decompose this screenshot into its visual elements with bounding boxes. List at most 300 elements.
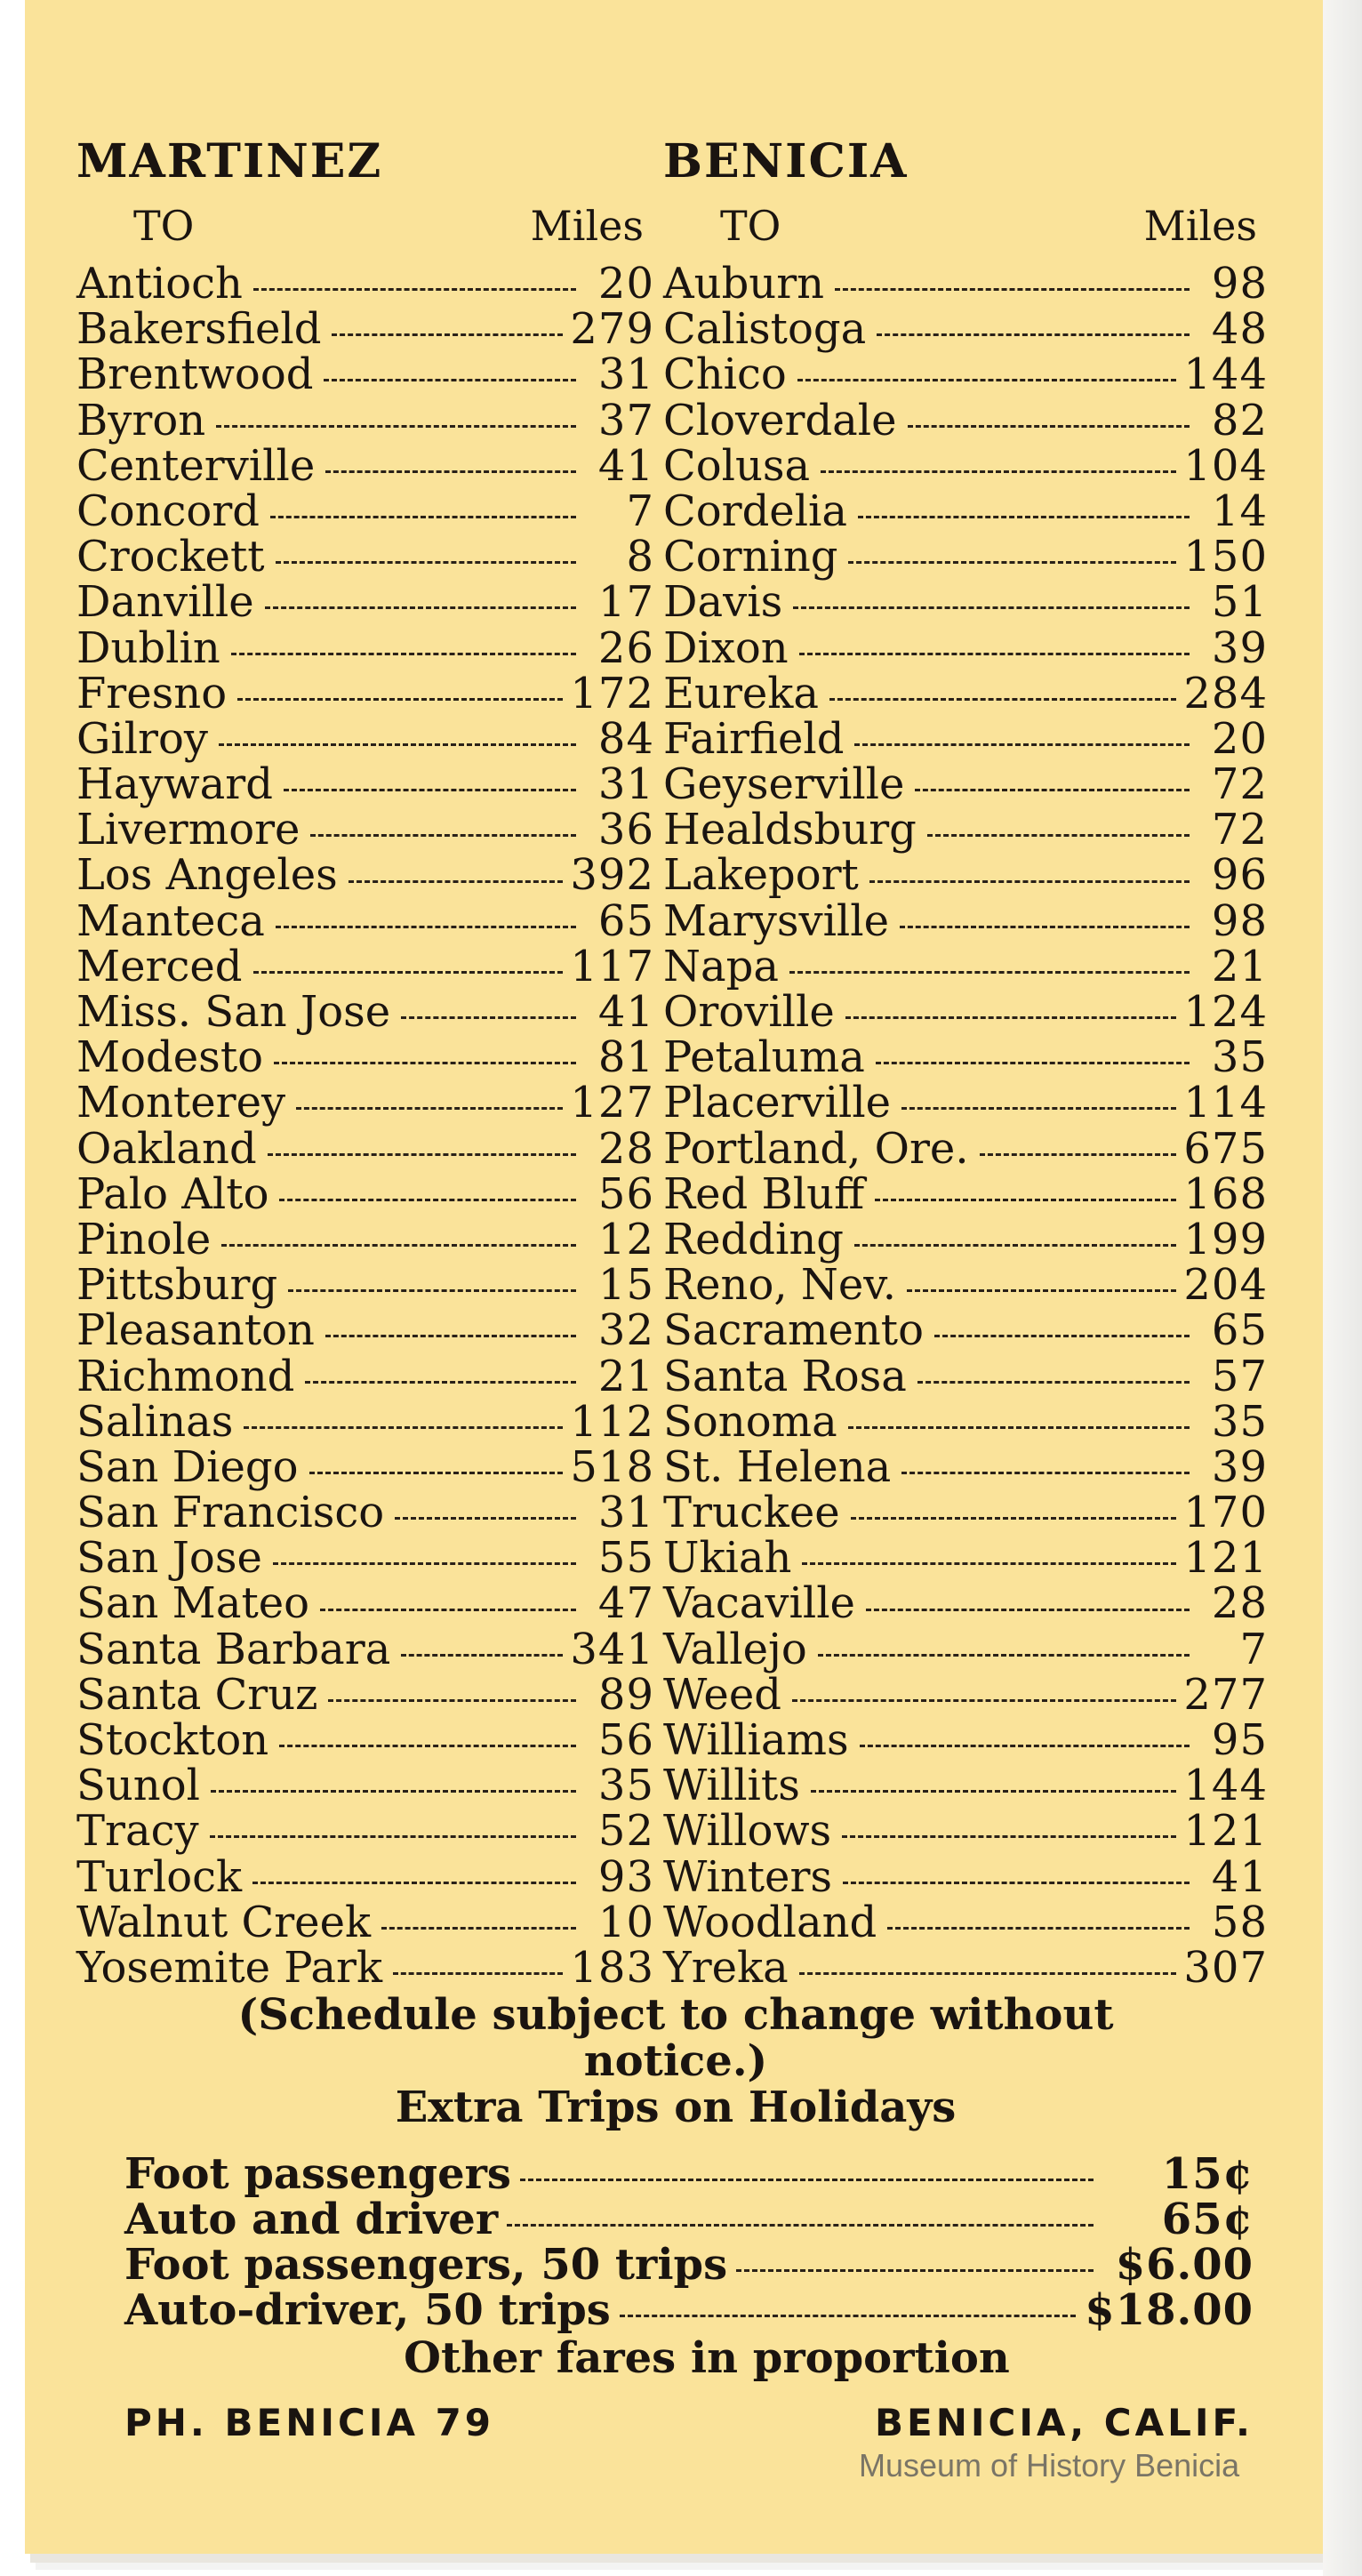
destination-name: Modesto — [76, 1032, 263, 1083]
route-row — [76, 486, 654, 536]
leader-dashes — [915, 789, 1190, 791]
route-row — [663, 486, 1268, 536]
miles-value: 41 — [597, 987, 654, 1037]
miles-value: 95 — [1211, 1715, 1268, 1765]
route-row — [663, 1032, 1268, 1083]
destination-name: San Francisco — [76, 1488, 385, 1538]
destination-name: Portland, Ore. — [663, 1123, 969, 1174]
destination-name: Fresno — [76, 668, 228, 718]
destination-name: Danville — [76, 577, 254, 628]
destination-name: Antioch — [76, 259, 243, 309]
destination-name: Sacramento — [663, 1305, 924, 1356]
leader-dashes — [520, 2179, 1094, 2181]
card-edge — [1323, 0, 1362, 2576]
route-row — [663, 850, 1268, 901]
destination-name: Marysville — [663, 895, 890, 946]
route-row — [663, 713, 1268, 764]
other-fares-note: Other fares in proportion — [404, 2333, 1010, 2383]
route-row — [76, 807, 654, 853]
benicia-title: BENICIA — [663, 134, 909, 189]
route-row — [663, 1168, 1268, 1219]
route-row — [663, 1715, 1268, 1765]
destination-name: Ukiah — [663, 1533, 792, 1584]
route-row — [663, 261, 1268, 307]
route-row — [76, 534, 654, 580]
leader-dashes — [811, 1790, 1177, 1793]
route-row — [663, 1578, 1268, 1629]
miles-value: 117 — [570, 941, 654, 991]
leader-dashes — [288, 1289, 576, 1292]
miles-value: 7 — [1239, 1624, 1268, 1674]
destination-name: Davis — [663, 577, 783, 628]
miles-value: 93 — [597, 1851, 654, 1902]
leader-dashes — [821, 470, 1176, 473]
route-row — [663, 1123, 1268, 1174]
leader-dashes — [848, 561, 1176, 564]
miles-value: 12 — [597, 1214, 654, 1264]
miles-value: 48 — [1211, 304, 1268, 355]
destination-name: Yosemite Park — [76, 1942, 383, 1993]
schedule-note-line: notice.) — [583, 2036, 768, 2086]
holiday-note: Extra Trips on Holidays — [395, 2082, 957, 2132]
miles-value: 28 — [1211, 1578, 1268, 1629]
route-row — [663, 1351, 1268, 1401]
destination-name: Lakeport — [663, 850, 859, 901]
miles-value: 279 — [570, 304, 654, 355]
route-row — [76, 1715, 654, 1765]
leader-dashes — [799, 653, 1190, 655]
leader-dashes — [265, 606, 576, 609]
miles-value: 204 — [1183, 1260, 1268, 1311]
route-row — [76, 668, 654, 718]
leader-dashes — [273, 1562, 576, 1565]
destination-name: Napa — [663, 941, 779, 991]
leader-dashes — [917, 1381, 1190, 1384]
destination-name: Pittsburg — [76, 1260, 278, 1311]
leader-dashes — [279, 1745, 576, 1747]
route-row — [76, 1260, 654, 1311]
miles-value: 21 — [1211, 941, 1268, 991]
destination-name: Gilroy — [76, 713, 209, 764]
destination-name: Stockton — [76, 1715, 269, 1765]
miles-value: 56 — [597, 1715, 654, 1765]
leader-dashes — [211, 1790, 576, 1793]
destination-name: Geyserville — [663, 759, 905, 810]
miles-value: 17 — [597, 577, 654, 628]
miles-value: 98 — [1211, 895, 1268, 946]
route-row — [76, 895, 654, 946]
destination-name: Tracy — [76, 1806, 199, 1857]
route-row — [663, 1214, 1268, 1264]
destination-name: Truckee — [663, 1488, 840, 1538]
miles-value: 277 — [1183, 1669, 1268, 1720]
miles-value: 81 — [597, 1032, 654, 1083]
route-row — [76, 1351, 654, 1401]
route-row — [76, 440, 654, 491]
destination-name: Centerville — [76, 440, 316, 491]
leader-dashes — [887, 1927, 1190, 1930]
destination-name: Monterey — [76, 1078, 286, 1128]
route-row — [663, 440, 1268, 491]
route-row — [76, 1763, 654, 1809]
route-row — [76, 1441, 654, 1492]
route-row — [663, 1080, 1268, 1126]
route-row — [663, 534, 1268, 580]
destination-name: Winters — [663, 1851, 833, 1902]
miles-value: 35 — [1211, 1032, 1268, 1083]
miles-value: 150 — [1183, 532, 1268, 582]
benicia-subheader — [663, 190, 1268, 261]
miles-value: 58 — [1211, 1897, 1268, 1947]
leader-dashes — [802, 1562, 1176, 1565]
leader-dashes — [789, 971, 1190, 974]
leader-dashes — [332, 333, 563, 336]
miles-value: 124 — [1183, 987, 1268, 1037]
miles-value: 35 — [597, 1761, 654, 1811]
miles-value: 65 — [1211, 1305, 1268, 1356]
miles-value: 341 — [570, 1624, 654, 1674]
fare-price: $18.00 — [1085, 2285, 1254, 2335]
miles-value: 392 — [570, 850, 654, 901]
fare-row — [124, 2285, 1254, 2335]
fare-price: 65¢ — [1161, 2195, 1254, 2244]
destination-name: Pleasanton — [76, 1305, 315, 1356]
card-footer — [124, 2401, 1254, 2444]
miles-value: 82 — [1211, 395, 1268, 445]
leader-dashes — [210, 1835, 576, 1838]
destination-name: Healdsburg — [663, 805, 917, 855]
route-row — [76, 577, 654, 628]
leader-dashes — [907, 1289, 1176, 1292]
destination-name: Salinas — [76, 1396, 234, 1447]
leader-dashes — [900, 926, 1190, 928]
leader-dashes — [393, 1972, 563, 1975]
miles-value: 20 — [597, 259, 654, 309]
route-row — [76, 1533, 654, 1584]
miles-value: 7 — [626, 486, 654, 536]
destination-name: Willows — [663, 1806, 832, 1857]
leader-dashes — [296, 1107, 563, 1110]
leader-dashes — [268, 1153, 576, 1156]
leader-dashes — [276, 561, 576, 564]
leader-dashes — [851, 1517, 1177, 1520]
phone-number: PH. BENICIA 79 — [124, 2401, 495, 2444]
leader-dashes — [401, 1016, 576, 1019]
destination-name: San Diego — [76, 1441, 299, 1492]
martinez-column — [76, 133, 654, 1991]
destination-name: Concord — [76, 486, 260, 536]
leader-dashes — [869, 880, 1190, 883]
destination-name: Santa Cruz — [76, 1669, 318, 1720]
fare-label: Foot passengers, 50 trips — [124, 2240, 728, 2290]
martinez-route-list — [76, 261, 654, 1991]
leader-dashes — [934, 1335, 1190, 1337]
route-row — [663, 1533, 1268, 1584]
miles-value: 26 — [597, 622, 654, 673]
leader-dashes — [901, 1472, 1190, 1474]
route-row — [663, 1305, 1268, 1356]
miles-value: 52 — [597, 1806, 654, 1857]
miles-value: 121 — [1183, 1806, 1268, 1857]
leader-dashes — [858, 516, 1190, 518]
benicia-miles-label: Miles — [1143, 202, 1257, 250]
leader-dashes — [219, 743, 576, 746]
miles-value: 31 — [597, 759, 654, 810]
leader-dashes — [507, 2224, 1094, 2227]
fare-row — [124, 2197, 1254, 2243]
route-row — [76, 987, 654, 1037]
miles-value: 20 — [1211, 713, 1268, 764]
destination-name: Manteca — [76, 895, 265, 946]
destination-name: Walnut Creek — [76, 1897, 372, 1947]
leader-dashes — [829, 698, 1176, 701]
miles-value: 31 — [597, 1488, 654, 1538]
miles-value: 114 — [1183, 1078, 1268, 1128]
destination-name: Colusa — [663, 440, 811, 491]
destination-name: San Jose — [76, 1533, 262, 1584]
leader-dashes — [908, 425, 1190, 428]
leader-dashes — [270, 516, 576, 518]
fare-row — [124, 2240, 1254, 2290]
route-row — [76, 1214, 654, 1264]
footer-city: BENICIA, CALIF. — [875, 2401, 1254, 2444]
miles-value: 89 — [597, 1669, 654, 1720]
route-row — [76, 1032, 654, 1083]
destination-name: Reno, Nev. — [663, 1260, 896, 1311]
destination-name: Willits — [663, 1761, 800, 1811]
route-row — [663, 1897, 1268, 1947]
leader-dashes — [305, 1381, 576, 1384]
route-row — [76, 1123, 654, 1174]
leader-dashes — [253, 971, 564, 974]
leader-dashes — [620, 2315, 1077, 2317]
route-row — [663, 759, 1268, 810]
miles-value: 104 — [1183, 440, 1268, 491]
destination-name: Bakersfield — [76, 304, 322, 355]
destination-name: Miss. San Jose — [76, 987, 391, 1037]
miles-value: 41 — [1211, 1851, 1268, 1902]
route-row — [663, 668, 1268, 718]
destination-name: Placerville — [663, 1078, 892, 1128]
route-row — [663, 1851, 1268, 1902]
leader-dashes — [253, 288, 576, 291]
miles-value: 307 — [1183, 1942, 1268, 1993]
miles-value: 10 — [597, 1897, 654, 1947]
miles-value: 39 — [1211, 1441, 1268, 1492]
miles-value: 36 — [597, 805, 654, 855]
route-row — [76, 713, 654, 764]
miles-value: 72 — [1211, 805, 1268, 855]
route-row — [76, 622, 654, 673]
destination-name: Vallejo — [663, 1624, 807, 1674]
route-row — [663, 807, 1268, 853]
leader-dashes — [244, 1426, 563, 1429]
route-row — [663, 1260, 1268, 1311]
leader-dashes — [848, 1426, 1190, 1429]
miles-value: 37 — [597, 395, 654, 445]
miles-value: 172 — [570, 668, 654, 718]
destination-name: Byron — [76, 395, 206, 445]
fare-label: Auto-driver, 50 trips — [124, 2285, 611, 2335]
miles-value: 675 — [1183, 1123, 1268, 1174]
schedule-notes — [107, 1992, 1245, 2131]
miles-value: 168 — [1183, 1168, 1268, 1219]
leader-dashes — [231, 653, 576, 655]
miles-value: 65 — [597, 895, 654, 946]
destination-name: Cloverdale — [663, 395, 897, 445]
leader-dashes — [799, 1972, 1177, 1975]
miles-value: 15 — [597, 1260, 654, 1311]
route-row — [663, 1396, 1268, 1447]
destination-name: Turlock — [76, 1851, 243, 1902]
leader-dashes — [877, 333, 1190, 336]
miles-value: 170 — [1183, 1488, 1268, 1538]
destination-name: St. Helena — [663, 1441, 892, 1492]
miles-value: 51 — [1211, 577, 1268, 628]
route-row — [663, 1624, 1268, 1674]
miles-value: 21 — [597, 1351, 654, 1401]
fare-price: $6.00 — [1115, 2240, 1254, 2290]
destination-name: Petaluma — [663, 1032, 865, 1083]
route-row — [663, 987, 1268, 1037]
destination-name: Santa Rosa — [663, 1351, 907, 1401]
leader-dashes — [274, 1062, 576, 1064]
benicia-column — [663, 133, 1268, 1991]
miles-value: 183 — [570, 1942, 654, 1993]
destination-name: Corning — [663, 532, 838, 582]
leader-dashes — [324, 379, 576, 381]
leader-dashes — [279, 1199, 576, 1201]
benicia-to-label: TO — [720, 202, 781, 250]
destination-name: Oroville — [663, 987, 835, 1037]
leader-dashes — [901, 1107, 1176, 1110]
route-row — [663, 622, 1268, 673]
route-row — [76, 1806, 654, 1857]
miles-value: 56 — [597, 1168, 654, 1219]
leader-dashes — [793, 606, 1190, 609]
leader-dashes — [325, 470, 576, 473]
route-row — [76, 304, 654, 355]
destination-name: Auburn — [663, 259, 825, 309]
leader-dashes — [349, 880, 564, 883]
fare-price: 15¢ — [1161, 2149, 1254, 2199]
leader-dashes — [401, 1654, 563, 1657]
destination-name: Los Angeles — [76, 850, 338, 901]
leader-dashes — [736, 2269, 1094, 2272]
miles-value: 57 — [1211, 1351, 1268, 1401]
martinez-miles-label: Miles — [530, 202, 644, 250]
route-row — [76, 395, 654, 445]
leader-dashes — [980, 1153, 1177, 1156]
route-row — [76, 1396, 654, 1447]
destination-name: Richmond — [76, 1351, 295, 1401]
miles-value: 35 — [1211, 1396, 1268, 1447]
fares-table — [124, 2149, 1254, 2383]
destination-name: Calistoga — [663, 304, 867, 355]
route-row — [663, 1942, 1268, 1993]
destination-name: Sonoma — [663, 1396, 837, 1447]
miles-value: 55 — [597, 1533, 654, 1584]
leader-dashes — [310, 834, 576, 837]
benicia-route-list — [663, 261, 1268, 1991]
miles-value: 14 — [1211, 486, 1268, 536]
leader-dashes — [381, 1927, 576, 1930]
destination-name: Yreka — [663, 1942, 789, 1993]
martinez-subheader — [76, 190, 654, 261]
schedule-note-line: (Schedule subject to change without — [237, 1990, 1114, 2040]
route-row — [663, 1763, 1268, 1809]
leader-dashes — [221, 1244, 576, 1247]
leader-dashes — [835, 288, 1190, 291]
destination-name: Cordelia — [663, 486, 848, 536]
miles-value: 199 — [1183, 1214, 1268, 1264]
miles-value: 47 — [597, 1578, 654, 1629]
destination-name: Fairfield — [663, 713, 845, 764]
leader-dashes — [325, 1335, 576, 1337]
route-row — [76, 1080, 654, 1126]
leader-dashes — [854, 1244, 1176, 1247]
destination-name: Pinole — [76, 1214, 212, 1264]
leader-dashes — [792, 1699, 1176, 1702]
fare-row — [124, 2149, 1254, 2199]
destination-name: Chico — [663, 349, 787, 400]
watermark: Museum of History Benicia — [859, 2447, 1240, 2484]
leader-dashes — [320, 1609, 576, 1611]
miles-value: 72 — [1211, 759, 1268, 810]
route-row — [76, 1624, 654, 1674]
miles-value: 96 — [1211, 850, 1268, 901]
route-row — [76, 759, 654, 810]
destination-name: Santa Barbara — [76, 1624, 391, 1674]
destination-name: Woodland — [663, 1897, 877, 1947]
route-row — [663, 577, 1268, 628]
leader-dashes — [818, 1654, 1190, 1657]
miles-value: 28 — [597, 1123, 654, 1174]
leader-dashes — [237, 698, 563, 701]
leader-dashes — [875, 1199, 1176, 1201]
destination-name: Sunol — [76, 1761, 200, 1811]
leader-dashes — [854, 743, 1190, 746]
miles-value: 112 — [570, 1396, 654, 1447]
miles-value: 518 — [570, 1441, 654, 1492]
fare-label: Foot passengers — [124, 2149, 511, 2199]
route-row — [663, 1806, 1268, 1857]
miles-value: 31 — [597, 349, 654, 400]
route-row — [76, 941, 654, 991]
route-row — [76, 1490, 654, 1536]
destination-name: Palo Alto — [76, 1168, 269, 1219]
route-row — [663, 304, 1268, 355]
destination-name: Williams — [663, 1715, 849, 1765]
destination-name: Merced — [76, 941, 243, 991]
leader-dashes — [860, 1745, 1190, 1747]
destination-name: Vacaville — [663, 1578, 855, 1629]
destination-name: Eureka — [663, 668, 820, 718]
miles-value: 41 — [597, 440, 654, 491]
miles-value: 144 — [1183, 349, 1268, 400]
route-row — [663, 895, 1268, 946]
martinez-to-label: TO — [133, 202, 195, 250]
destination-name: San Mateo — [76, 1578, 310, 1629]
miles-value: 284 — [1183, 668, 1268, 718]
route-row — [76, 1578, 654, 1629]
leader-dashes — [309, 1472, 564, 1474]
route-row — [76, 1942, 654, 1993]
leader-dashes — [276, 926, 576, 928]
fare-list — [124, 2149, 1254, 2335]
route-row — [663, 349, 1268, 400]
route-row — [76, 1851, 654, 1902]
